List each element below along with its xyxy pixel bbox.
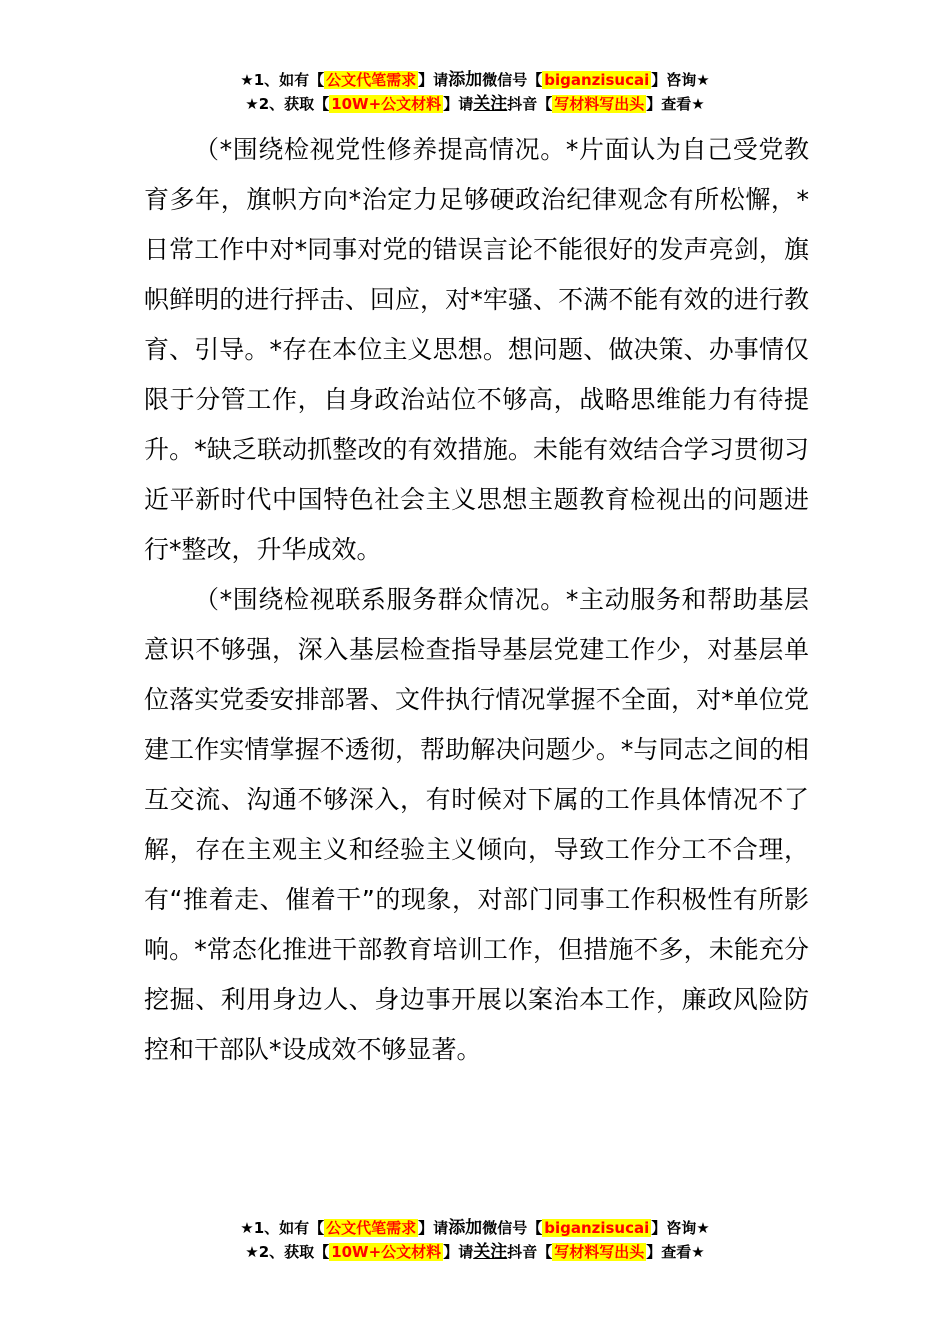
footer-line-2-suffix: 】查看★ [646, 1243, 705, 1261]
header-line-1-label: 微信号【 [482, 71, 543, 89]
header-line-1-prefix: ★1、如有【 [240, 71, 325, 89]
footer-line-1-suffix: 】咨询★ [651, 1219, 710, 1237]
footer-line-2-emphasis: 关注 [473, 1242, 508, 1262]
header-line-2-mid: 】请 [443, 95, 474, 113]
header-line-1-mid: 】请 [418, 71, 449, 89]
header-line-2-highlight: 10W+公文材料 [331, 95, 442, 113]
header-line-2-douyin-id: 写材料写出头 [554, 95, 645, 113]
footer-line-2 [0, 1240, 950, 1264]
header-line-1-emphasis: 添加 [448, 70, 483, 90]
header-line-1-suffix: 】咨询★ [651, 71, 710, 89]
footer-line-2-highlight: 10W+公文材料 [331, 1243, 442, 1261]
footer-line-1-wechat-id: biganzisucai [544, 1219, 650, 1237]
paragraph-party-spirit: （*围绕检视党性修养提高情况。*片面认为自己受党教育多年，旗帜方向*治定力足够硬政治纪律观念有所松懈，*日常工作中对*同事对党的错误言论不能很好的发声亮剑，旗帜鲜明的进行抨击、回应，对*牢骚、不满不能有效的进行教育、引导。*存在本位主义思想。想问题、做决策、办事情仅限于分管工作，自身政治站位不够高，战略思维能力有待提升。*缺乏联动抓整改的有效措施。未能有效结合学习贯彻习近平新时代中国特色社会主义思想主题教育检视出的问题进行*整改，升华成效。 [144, 135, 809, 564]
header-banner [0, 68, 950, 116]
footer-line-2-douyin-id: 写材料写出头 [554, 1243, 645, 1261]
footer-line-1 [0, 1216, 950, 1240]
paragraph-serving-masses: （*围绕检视联系服务群众情况。*主动服务和帮助基层意识不够强，深入基层检查指导基层党建工作少，对基层单位落实党委安排部署、文件执行情况掌握不全面，对*单位党建工作实情掌握不透彻，帮助解决问题少。*与同志之间的相互交流、沟通不够深入，有时候对下属的工作具体情况不了解，存在主观主义和经验主义倾向，导致工作分工不合理，有“推着走、催着干”的现象，对部门同事工作积极性有所影响。*常态化推进干部教育培训工作，但措施不多，未能充分挖掘、利用身边人、身边事开展以案治本工作，廉政风险防控和干部队*设成效不够显著。 [144, 585, 809, 1064]
footer-line-1-emphasis: 添加 [448, 1218, 483, 1238]
footer-line-1-label: 微信号【 [482, 1219, 543, 1237]
header-line-2-label: 抖音【 [507, 95, 553, 113]
footer-banner [0, 1216, 950, 1264]
footer-line-2-prefix: ★2、获取【 [245, 1243, 330, 1261]
header-line-1-wechat-id: biganzisucai [544, 71, 650, 89]
footer-line-2-label: 抖音【 [507, 1243, 553, 1261]
document-body [144, 125, 809, 1075]
footer-line-2-mid: 】请 [443, 1243, 474, 1261]
header-line-2 [0, 92, 950, 116]
footer-line-1-prefix: ★1、如有【 [240, 1219, 325, 1237]
header-line-2-prefix: ★2、获取【 [245, 95, 330, 113]
footer-line-1-highlight: 公文代笔需求 [326, 1219, 417, 1237]
header-line-2-emphasis: 关注 [473, 94, 508, 114]
header-line-2-suffix: 】查看★ [646, 95, 705, 113]
header-line-1-highlight: 公文代笔需求 [326, 71, 417, 89]
footer-line-1-mid: 】请 [418, 1219, 449, 1237]
header-line-1 [0, 68, 950, 92]
